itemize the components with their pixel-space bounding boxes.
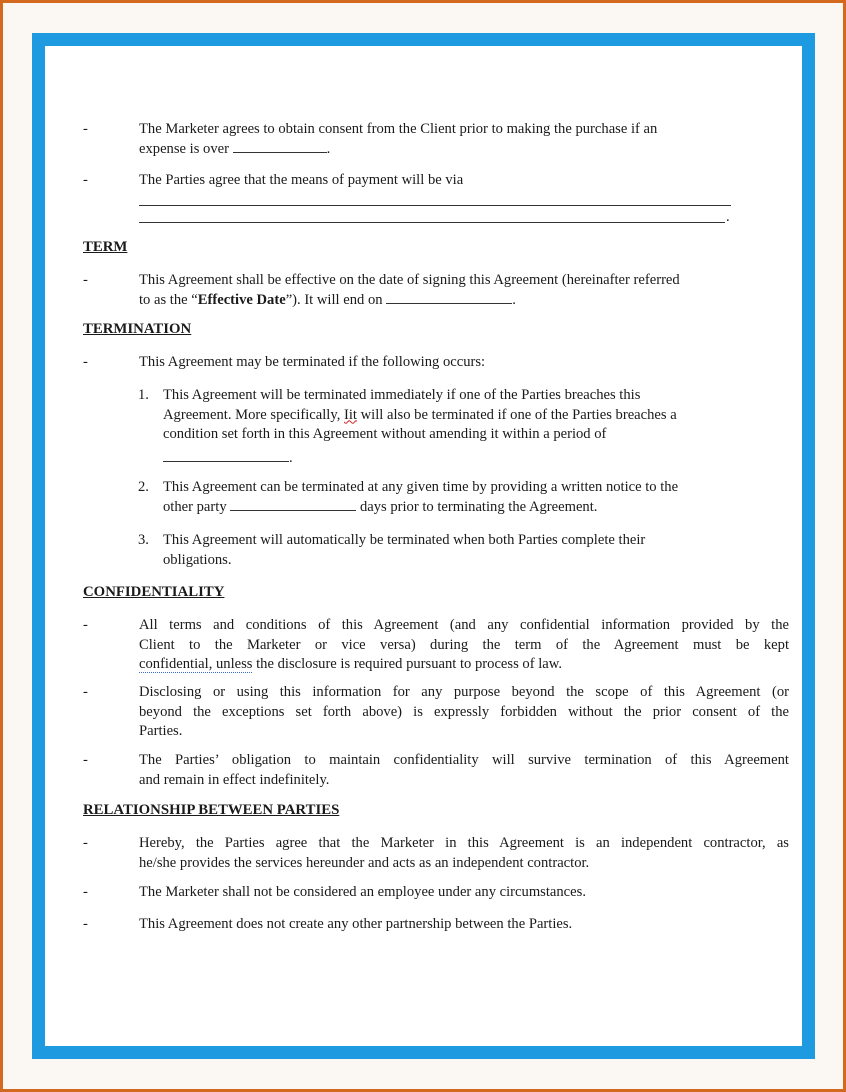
bullet-text: All terms and conditions of this Agreement (and any confidential information provided by the <box>139 617 789 633</box>
bullet-text: Disclosing or using this information for any purpose beyond the scope of this Agreement (or <box>139 684 789 700</box>
bullet-dash: - <box>83 121 88 137</box>
bullet-text: expense is over <box>139 140 229 157</box>
bullet-dash: - <box>83 354 88 370</box>
bullet-line <box>139 771 789 791</box>
bullet-text: The Parties agree that the means of payment will be via <box>139 172 464 188</box>
bullet-dash: - <box>83 172 88 188</box>
bullet-dash: - <box>83 617 88 633</box>
item-number: 1. <box>138 387 149 403</box>
bullet-line <box>139 616 789 636</box>
bullet-text: Client to the Marketer or vice versa) during the term of the Agreement must be kept <box>139 636 789 653</box>
confidentiality-bullet-3 <box>83 751 789 790</box>
bullet-line <box>139 751 789 771</box>
bullet-dash: - <box>83 884 88 900</box>
bullet-text: Hereby, the Parties agree that the Marketer in this Agreement is an independent contractor, as <box>139 835 789 851</box>
item-text: Agreement. More specifically, <box>163 406 344 423</box>
relationship-bullet-3 <box>83 915 789 935</box>
bullet-line <box>139 722 789 742</box>
bullet-text: he/she provides the services hereunder and acts as an independent contractor. <box>139 854 590 871</box>
item-text: other party <box>163 498 227 515</box>
confidentiality-bullet-2 <box>83 683 789 742</box>
period: . <box>289 449 293 466</box>
item-text: This Agreement will be terminated immediately if one of the Parties breaches this <box>163 387 641 403</box>
section-heading-term: TERM <box>83 239 128 255</box>
bullet-text: This Agreement may be terminated if the following occurs: <box>139 354 486 370</box>
bullet-line <box>139 655 789 675</box>
bullet-dash: - <box>83 835 88 851</box>
item-number: 3. <box>138 532 149 548</box>
confidentiality-bullet-1 <box>83 616 789 675</box>
bullet-text: This Agreement shall be effective on the date of signing this Agreement (hereinafter referred <box>139 272 680 288</box>
payment-consent-bullet <box>83 120 789 159</box>
item-text: This Agreement will automatically be terminated when both Parties complete their <box>163 532 646 548</box>
bullet-text: The Parties’ obligation to maintain confidentiality will survive termination of this Agreement <box>139 752 789 768</box>
bullet-line <box>139 636 789 656</box>
termination-item-2 <box>83 478 813 517</box>
bullet-dash: - <box>83 916 88 932</box>
payment-blank-line-2-row <box>139 206 789 224</box>
bullet-dash: - <box>83 272 88 288</box>
bullet-text: This Agreement does not create any other partnership between the Parties. <box>139 916 573 932</box>
payment-means-bullet <box>83 171 789 224</box>
spelling-error-flag: Iit <box>344 406 357 423</box>
termination-intro-bullet <box>83 353 789 373</box>
bullet-text: The Marketer shall not be considered an employee under any circumstances. <box>139 884 586 900</box>
bullet-text: and remain in effect indefinitely. <box>139 771 330 788</box>
bullet-line <box>139 683 789 703</box>
termination-item-1 <box>83 386 813 468</box>
bullet-dash: - <box>83 684 88 700</box>
period-blank[interactable] <box>163 449 289 462</box>
bullet-line <box>139 703 789 723</box>
payment-blank-line-2[interactable] <box>139 206 725 223</box>
term-bullet <box>83 271 789 310</box>
bullet-text: Parties. <box>139 723 183 740</box>
end-date-blank[interactable] <box>386 291 512 304</box>
section-heading-confidentiality: CONFIDENTIALITY <box>83 584 225 600</box>
period: . <box>326 140 331 157</box>
item-text: days prior to terminating the Agreement. <box>359 498 598 515</box>
section-heading-termination: TERMINATION <box>83 321 192 337</box>
bullet-text: The Marketer agrees to obtain consent from the Client prior to making the purchase if an <box>139 121 658 137</box>
bullet-text: the disclosure is required pursuant to process of law. <box>252 656 562 673</box>
section-heading-relationship: RELATIONSHIP BETWEEN PARTIES <box>83 802 340 818</box>
termination-item-3 <box>83 531 813 570</box>
item-text: condition set forth in this Agreement without amending it within a period of <box>163 426 607 443</box>
relationship-bullet-1 <box>83 834 789 873</box>
grammar-flag: confidential, unless <box>139 656 253 673</box>
effective-date-term: Effective Date <box>197 291 286 308</box>
item-text: will also be terminated if one of the Parties breaches a <box>356 406 677 423</box>
amount-blank[interactable] <box>233 140 327 153</box>
period: . <box>726 208 730 225</box>
relationship-bullet-2 <box>83 883 789 903</box>
payment-blank-line-1[interactable] <box>139 189 731 206</box>
period: . <box>512 291 516 308</box>
bullet-dash: - <box>83 752 88 768</box>
bullet-line <box>139 834 789 854</box>
item-text: This Agreement can be terminated at any given time by providing a written notice to the <box>163 479 679 495</box>
item-number: 2. <box>138 479 149 495</box>
bullet-text: to as the “ <box>139 291 198 308</box>
item-text: obligations. <box>163 551 232 568</box>
notice-days-blank[interactable] <box>230 498 356 511</box>
bullet-line <box>139 854 789 874</box>
bullet-text: beyond the exceptions set forth above) is expressly forbidden without the prior consent of the <box>139 703 789 720</box>
bullet-text: ”). It will end on <box>285 291 383 308</box>
